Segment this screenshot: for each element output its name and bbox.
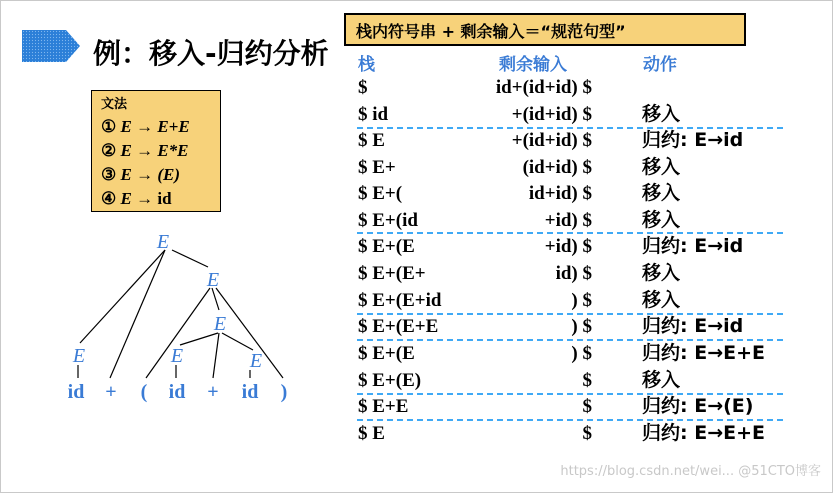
input-cell: (id+id) $ xyxy=(522,157,592,178)
grammar-rule-1: ① E → E+E xyxy=(101,117,190,136)
input-cell: ) $ xyxy=(571,343,592,364)
action-cell: 移入 xyxy=(642,209,681,231)
grammar-rule-2: ② E → E*E xyxy=(101,141,189,160)
title-arrow-icon xyxy=(22,30,80,62)
tree-leaf-id-3: id xyxy=(241,381,259,403)
reduce-divider xyxy=(357,232,783,234)
watermark: https://blog.csdn.net/wei... @51CTO博客 xyxy=(560,464,821,479)
header-input: 剩余输入 xyxy=(499,55,567,75)
table-row xyxy=(0,74,833,101)
table-row xyxy=(0,393,833,420)
action-cell: 归约: E→(E) xyxy=(642,395,754,417)
reduce-divider xyxy=(357,419,783,421)
tree-leaf-lparen: ( xyxy=(140,381,148,403)
page-title: 例：移入-归约分析 xyxy=(93,37,329,70)
stack-cell: $ E+(E+id xyxy=(358,290,442,311)
tree-leaf-id-1: id xyxy=(67,381,85,403)
stack-cell: $ E+(E xyxy=(358,236,415,257)
stack-cell: $ xyxy=(358,77,368,98)
input-cell: id+id) $ xyxy=(528,183,592,204)
stack-cell: $ E+(E+ xyxy=(358,263,426,284)
tree-leaf-rparen: ) xyxy=(280,381,288,403)
tree-node-inner-left: E xyxy=(170,345,184,367)
stack-cell: $ E xyxy=(358,130,385,151)
action-cell: 归约: E→E+E xyxy=(642,342,765,364)
grammar-rule-4: ④ E → id xyxy=(101,189,172,208)
table-row xyxy=(0,207,833,234)
reduce-divider xyxy=(357,339,783,341)
tree-leaf-plus-2: + xyxy=(207,381,219,403)
reduce-divider xyxy=(357,313,783,315)
input-cell: id+(id+id) $ xyxy=(495,77,592,98)
stack-cell: $ E+(id xyxy=(358,210,418,231)
input-cell: +id) $ xyxy=(544,210,592,231)
header-stack: 栈 xyxy=(358,55,375,75)
action-cell: 归约: E→id xyxy=(642,129,744,151)
table-row xyxy=(0,287,833,314)
action-cell: 归约: E→id xyxy=(642,235,744,257)
table-row xyxy=(0,154,833,181)
table-row xyxy=(0,313,833,340)
input-cell: $ xyxy=(582,423,592,444)
action-cell: 移入 xyxy=(642,182,681,204)
sentential-form-callout: 栈内符号串 + 剩余输入＝“规范句型” xyxy=(344,13,746,46)
stack-cell: $ E+E xyxy=(358,396,409,417)
action-cell: 归约: E→id xyxy=(642,315,744,337)
input-cell: ) $ xyxy=(571,316,592,337)
grammar-rule-3: ③ E → (E) xyxy=(101,165,181,184)
stack-cell: $ E xyxy=(358,423,385,444)
input-cell: +(id+id) $ xyxy=(511,130,592,151)
reduce-divider xyxy=(357,127,783,129)
action-cell: 移入 xyxy=(642,289,681,311)
action-cell: 移入 xyxy=(642,156,681,178)
action-cell: 移入 xyxy=(642,103,681,125)
input-cell: $ xyxy=(582,396,592,417)
tree-node-paren-inner: E xyxy=(213,313,227,335)
tree-leaf-plus-1: + xyxy=(105,381,117,403)
table-row xyxy=(0,233,833,260)
stack-cell: $ E+ xyxy=(358,157,396,178)
table-row xyxy=(0,127,833,154)
table-row xyxy=(0,340,833,367)
tree-node-left: E xyxy=(72,345,86,367)
action-cell: 移入 xyxy=(642,369,681,391)
input-cell: $ xyxy=(582,370,592,391)
tree-node-root: E xyxy=(156,231,170,253)
stack-cell: $ E+(E+E xyxy=(358,316,439,337)
grammar-title: 文法 xyxy=(101,97,128,112)
tree-node-inner-right: E xyxy=(249,350,263,372)
header-action: 动作 xyxy=(643,55,677,75)
stack-cell: $ id xyxy=(358,104,389,125)
table-row xyxy=(0,180,833,207)
action-cell: 归约: E→E+E xyxy=(642,422,765,444)
reduce-divider xyxy=(357,393,783,395)
tree-node-right: E xyxy=(206,269,220,291)
table-row xyxy=(0,260,833,287)
table-row xyxy=(0,101,833,128)
stack-cell: $ E+( xyxy=(358,183,403,204)
input-cell: +(id+id) $ xyxy=(511,104,592,125)
input-cell: +id) $ xyxy=(544,236,592,257)
input-cell: ) $ xyxy=(571,290,592,311)
table-row xyxy=(0,420,833,447)
table-row xyxy=(0,367,833,394)
tree-leaf-id-2: id xyxy=(168,381,186,403)
action-cell: 移入 xyxy=(642,262,681,284)
input-cell: id) $ xyxy=(555,263,592,284)
stack-cell: $ E+(E) xyxy=(358,370,422,391)
stack-cell: $ E+(E xyxy=(358,343,415,364)
